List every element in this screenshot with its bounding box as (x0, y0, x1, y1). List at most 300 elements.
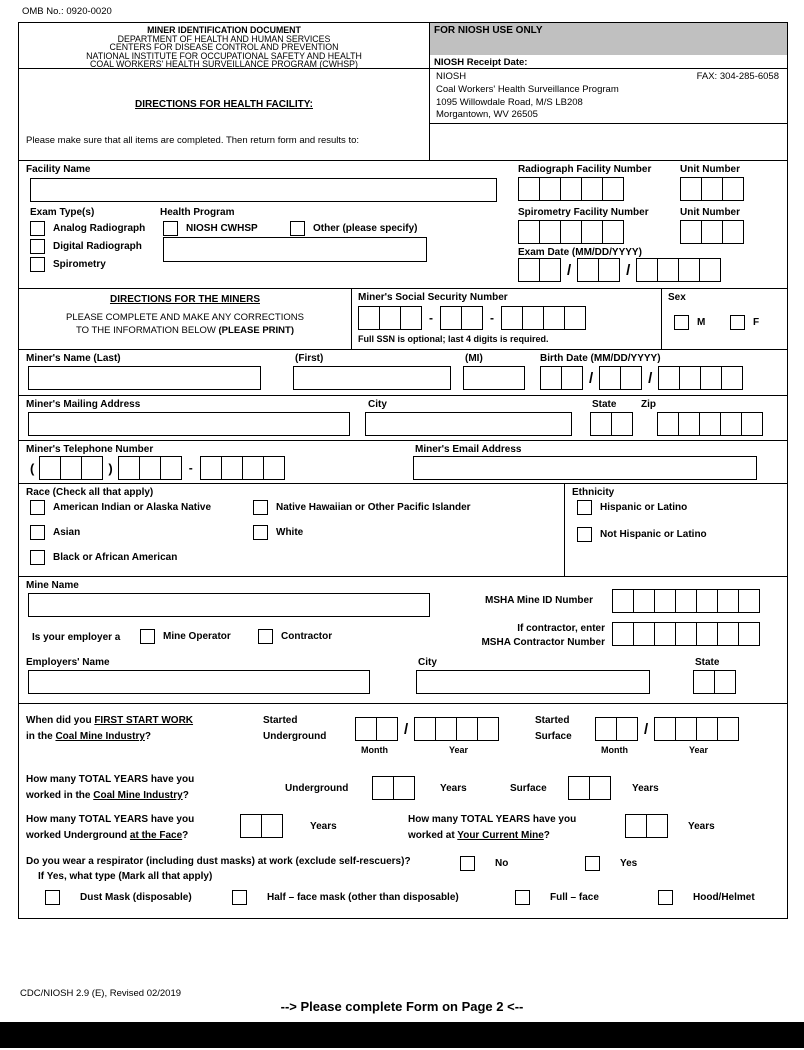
entry-box[interactable] (700, 366, 722, 390)
ssn-boxes (358, 306, 586, 330)
facility-name-label: Facility Name (26, 164, 91, 175)
exam-date-boxes (518, 258, 721, 282)
birth-day-boxes (599, 366, 642, 390)
native-hawaiian-checkbox[interactable] (253, 500, 268, 515)
entry-box[interactable] (675, 717, 697, 741)
directions-facility-section (19, 69, 787, 161)
phone-row (19, 441, 787, 484)
entry-box[interactable] (696, 717, 718, 741)
sex-male-option (674, 315, 705, 330)
mine-section (19, 577, 787, 704)
male-checkbox[interactable] (674, 315, 689, 330)
if-contractor-line2: MSHA Contractor Number (481, 637, 605, 648)
full-face-mask-label: Full – face (550, 892, 599, 903)
entry-box[interactable] (440, 306, 462, 330)
entry-box[interactable] (376, 717, 398, 741)
white-label: White (276, 527, 304, 538)
half-face-mask-checkbox[interactable] (232, 890, 247, 905)
mask-hood-helmet-option (658, 890, 755, 905)
entry-box[interactable] (717, 622, 739, 646)
exam-date-label: Exam Date (MM/DD/YYYY) (518, 247, 642, 258)
entry-box[interactable] (589, 776, 611, 800)
mine-name-input[interactable] (28, 593, 430, 617)
employer-mine-operator-option (140, 629, 231, 644)
agency-title-block (19, 23, 430, 68)
exam-type-analog (30, 221, 145, 236)
entry-box[interactable] (633, 589, 655, 613)
miners-directions-line1: PLEASE COMPLETE AND MAKE ANY CORRECTIONS (66, 312, 304, 323)
last-name-input[interactable] (28, 366, 261, 390)
miners-directions-cell (19, 289, 352, 349)
entry-box[interactable] (560, 220, 582, 244)
entry-box[interactable] (612, 589, 634, 613)
entry-box[interactable] (118, 456, 140, 480)
entry-box[interactable] (518, 220, 540, 244)
male-label: M (697, 317, 706, 328)
mine-operator-label: Mine Operator (163, 631, 231, 642)
miners-directions-line2: TO THE INFORMATION BELOW (PLEASE PRINT) (76, 325, 294, 336)
form-title: MINER IDENTIFICATION DOCUMENT (147, 25, 301, 35)
entry-box[interactable] (717, 589, 739, 613)
miner-identification-form (18, 22, 788, 919)
unit-number-label-1: Unit Number (680, 164, 740, 175)
dash-separator: - (490, 311, 494, 325)
entry-box[interactable] (599, 366, 621, 390)
entry-box[interactable] (414, 717, 436, 741)
respirator-question: Do you wear a respirator (including dust masks) at work (exclude self-rescuers)? (26, 856, 411, 867)
address-box-divider (430, 123, 787, 124)
entry-box[interactable] (461, 306, 483, 330)
entry-box[interactable] (543, 306, 565, 330)
close-paren: ) (108, 460, 113, 476)
dust-mask-checkbox[interactable] (45, 890, 60, 905)
face-years-question-line2: worked Underground at the Face? (26, 830, 189, 841)
miners-directions-title: DIRECTIONS FOR THE MINERS (109, 294, 260, 305)
race-asian-option (30, 525, 80, 540)
exam-date-year-boxes (636, 258, 721, 282)
birth-month-boxes (540, 366, 583, 390)
slash-separator: / (626, 261, 631, 279)
footer-revision: CDC/NIOSH 2.9 (E), Revised 02/2019 (20, 988, 182, 999)
ethnicity-not-hispanic-option (577, 527, 707, 542)
entry-box[interactable] (741, 412, 763, 436)
unit-number-label-2: Unit Number (680, 207, 740, 218)
race-white-option (253, 525, 303, 540)
other-specify-input[interactable] (163, 237, 427, 262)
respirator-no-checkbox[interactable] (460, 856, 475, 871)
slash-separator: / (648, 369, 653, 387)
city-input[interactable] (365, 412, 572, 436)
facility-section (19, 161, 787, 289)
entry-box[interactable] (679, 366, 701, 390)
phone-prefix-boxes (118, 456, 182, 480)
spirometry-facility-number-boxes (518, 220, 624, 244)
entry-box[interactable] (654, 589, 676, 613)
entry-box[interactable] (568, 776, 590, 800)
entry-box[interactable] (696, 622, 718, 646)
entry-box[interactable] (612, 622, 634, 646)
address-line2: Morgantown, WV 26505 (436, 109, 538, 121)
radiograph-facility-number-label: Radiograph Facility Number (518, 164, 652, 175)
respirator-yes-option (585, 856, 637, 871)
msha-contractor-number-boxes (612, 622, 760, 646)
years-label-2: Years (632, 783, 659, 794)
face-years-question-line1: How many TOTAL YEARS have you (26, 814, 195, 825)
niosh-use-only-label: FOR NIOSH USE ONLY (434, 25, 543, 36)
zip-boxes (657, 412, 763, 436)
hood-helmet-label: Hood/Helmet (693, 892, 755, 903)
race-cell (19, 484, 565, 576)
slash-separator: / (567, 261, 572, 279)
female-checkbox[interactable] (730, 315, 745, 330)
birth-date-label: Birth Date (MM/DD/YYYY) (540, 353, 661, 364)
health-program-label: Health Program (160, 207, 235, 218)
entry-box[interactable] (611, 412, 633, 436)
full-face-mask-checkbox[interactable] (515, 890, 530, 905)
health-program-other (290, 221, 417, 236)
ssn-note: Full SSN is optional; last 4 digits is required. (358, 334, 549, 344)
dust-mask-label: Dust Mask (disposable) (80, 892, 192, 903)
ssn-serial-boxes (501, 306, 586, 330)
female-label: F (753, 317, 760, 328)
entry-box[interactable] (400, 306, 422, 330)
ethnicity-label: Ethnicity (572, 487, 615, 498)
entry-box[interactable] (646, 814, 668, 838)
entry-box[interactable] (358, 306, 380, 330)
mask-full-face-option (515, 890, 599, 905)
entry-box[interactable] (540, 366, 562, 390)
zip-label: Zip (641, 399, 656, 410)
radiograph-facility-number-boxes (518, 177, 624, 201)
native-hawaiian-label: Native Hawaiian or Other Pacific Islander (276, 502, 471, 513)
entry-box[interactable] (560, 177, 582, 201)
city-label: City (368, 399, 387, 410)
hispanic-checkbox[interactable] (577, 500, 592, 515)
entry-box[interactable] (564, 306, 586, 330)
birth-year-boxes (658, 366, 743, 390)
exam-type-spirometry (30, 257, 106, 272)
entry-box[interactable] (602, 220, 624, 244)
entry-box[interactable] (680, 177, 702, 201)
year-label-1: Year (449, 745, 469, 755)
sex-female-option (730, 315, 759, 330)
state-label: State (592, 399, 617, 410)
started-underground-date-boxes (355, 717, 499, 741)
entry-box[interactable] (539, 177, 561, 201)
entry-box[interactable] (81, 456, 103, 480)
race-native-hawaiian-option (253, 500, 471, 515)
analog-radiograph-label: Analog Radiograph (53, 223, 146, 234)
started-surface-month-boxes (595, 717, 638, 741)
niosh-cwhsp-label: NIOSH CWHSP (186, 223, 258, 234)
entry-box[interactable] (372, 776, 394, 800)
contractor-checkbox[interactable] (258, 629, 273, 644)
niosh-use-cell (430, 23, 787, 68)
entry-box[interactable] (263, 456, 285, 480)
entry-box[interactable] (654, 622, 676, 646)
spirometry-facility-number-label: Spirometry Facility Number (518, 207, 649, 218)
entry-box[interactable] (722, 177, 744, 201)
employers-name-input[interactable] (28, 670, 370, 694)
entry-box[interactable] (654, 717, 676, 741)
entry-box[interactable] (539, 258, 561, 282)
other-program-label: Other (please specify) (313, 223, 418, 234)
work-history-section (19, 704, 787, 918)
header-section (19, 23, 787, 69)
other-program-checkbox[interactable] (290, 221, 305, 236)
entry-box[interactable] (696, 589, 718, 613)
entry-box[interactable] (539, 220, 561, 244)
niosh-org: NIOSH (436, 71, 467, 82)
race-american-indian-option (30, 500, 211, 515)
program-name: Coal Workers' Health Surveillance Program (436, 83, 619, 95)
black-african-american-checkbox[interactable] (30, 550, 45, 565)
american-indian-checkbox[interactable] (30, 500, 45, 515)
middle-initial-label: (MI) (465, 353, 483, 364)
entry-box[interactable] (717, 717, 739, 741)
miners-directions-section (19, 289, 787, 350)
entry-box[interactable] (720, 412, 742, 436)
black-african-american-label: Black or African American (53, 552, 178, 563)
entry-box[interactable] (393, 776, 415, 800)
entry-box[interactable] (501, 306, 523, 330)
entry-box[interactable] (518, 177, 540, 201)
employers-name-label: Employers' Name (26, 657, 110, 668)
year-label-2: Year (689, 745, 709, 755)
ethnicity-cell (565, 484, 787, 576)
entry-box[interactable] (678, 258, 700, 282)
respirator-no-option (460, 856, 508, 871)
analog-radiograph-checkbox[interactable] (30, 221, 45, 236)
spirometry-unit-number-boxes (680, 220, 744, 244)
current-mine-years-boxes (625, 814, 668, 838)
niosh-use-only-box (430, 23, 787, 55)
entry-box[interactable] (699, 412, 721, 436)
respirator-yes-checkbox[interactable] (585, 856, 600, 871)
asian-checkbox[interactable] (30, 525, 45, 540)
facility-name-input[interactable] (30, 178, 497, 202)
entry-box[interactable] (633, 622, 655, 646)
first-start-work-question-line1: When did you FIRST START WORK (26, 715, 194, 726)
exam-date-day-boxes (577, 258, 620, 282)
agency-line-1: DEPARTMENT OF HEALTH AND HUMAN SERVICES (117, 33, 331, 44)
directions-facility-title: DIRECTIONS FOR HEALTH FACILITY: (135, 99, 313, 110)
entry-box[interactable] (595, 717, 617, 741)
mailing-address-input[interactable] (28, 412, 350, 436)
respirator-yes-label: Yes (620, 858, 638, 869)
current-mine-question-line2: worked at Your Current Mine? (408, 830, 550, 841)
surface-label: Surface (510, 783, 547, 794)
entry-box[interactable] (221, 456, 243, 480)
mine-name-label: Mine Name (26, 580, 79, 591)
telephone-boxes (25, 456, 285, 480)
american-indian-label: American Indian or Alaska Native (53, 502, 212, 513)
name-row (19, 350, 787, 396)
entry-box[interactable] (675, 622, 697, 646)
entry-box[interactable] (379, 306, 401, 330)
employer-city-label: City (418, 657, 437, 668)
open-paren: ( (30, 460, 35, 476)
entry-box[interactable] (680, 220, 702, 244)
phone-area-boxes (39, 456, 103, 480)
hispanic-label: Hispanic or Latino (600, 502, 688, 513)
entry-box[interactable] (693, 670, 715, 694)
started-surface-label-line1: Started (535, 715, 570, 726)
if-contractor-label (467, 622, 605, 650)
radiograph-unit-number-boxes (680, 177, 744, 201)
entry-box[interactable] (456, 717, 478, 741)
entry-box[interactable] (160, 456, 182, 480)
slash-separator: / (589, 369, 594, 387)
if-contractor-line1: If contractor, enter (517, 623, 605, 634)
race-label: Race (Check all that apply) (26, 487, 154, 498)
employer-city-input[interactable] (416, 670, 650, 694)
entry-box[interactable] (738, 589, 760, 613)
mask-half-face-option (232, 890, 459, 905)
fax-number: FAX: 304-285-6058 (696, 71, 779, 82)
entry-box[interactable] (701, 220, 723, 244)
birth-date-boxes (540, 366, 743, 390)
entry-box[interactable] (477, 717, 499, 741)
entry-box[interactable] (435, 717, 457, 741)
total-years-question-line2: worked in the Coal Mine Industry? (26, 790, 189, 801)
hood-helmet-checkbox[interactable] (658, 890, 673, 905)
address-row (19, 396, 787, 441)
not-hispanic-label: Not Hispanic or Latino (600, 529, 707, 540)
slash-separator: / (404, 720, 409, 738)
white-checkbox[interactable] (253, 525, 268, 540)
telephone-label: Miner's Telephone Number (26, 444, 154, 455)
entry-box[interactable] (658, 366, 680, 390)
email-label: Miner's Email Address (415, 444, 522, 455)
entry-box[interactable] (657, 412, 679, 436)
entry-box[interactable] (616, 717, 638, 741)
bottom-bar (0, 1022, 804, 1048)
entry-box[interactable] (738, 622, 760, 646)
ssn-label: Miner's Social Security Number (358, 292, 508, 303)
msha-mine-id-boxes (612, 589, 760, 613)
asian-label: Asian (53, 527, 81, 538)
first-name-input[interactable] (293, 366, 451, 390)
entry-box[interactable] (518, 258, 540, 282)
entry-box[interactable] (522, 306, 544, 330)
years-label-4: Years (688, 821, 715, 832)
entry-box[interactable] (581, 220, 603, 244)
slash-separator: / (644, 720, 649, 738)
entry-box[interactable] (675, 589, 697, 613)
digital-radiograph-checkbox[interactable] (30, 239, 45, 254)
entry-box[interactable] (261, 814, 283, 838)
spirometry-checkbox[interactable] (30, 257, 45, 272)
mine-operator-checkbox[interactable] (140, 629, 155, 644)
entry-box[interactable] (598, 258, 620, 282)
niosh-cwhsp-checkbox[interactable] (163, 221, 178, 236)
ethnicity-hispanic-option (577, 500, 687, 515)
entry-box[interactable] (722, 220, 744, 244)
entry-box[interactable] (39, 456, 61, 480)
employer-state-label: State (695, 657, 720, 668)
entry-box[interactable] (636, 258, 658, 282)
entry-box[interactable] (240, 814, 262, 838)
niosh-address-block (430, 69, 787, 160)
not-hispanic-checkbox[interactable] (577, 527, 592, 542)
respirator-sub-question: If Yes, what type (Mark all that apply) (38, 871, 213, 882)
started-underground-label-line1: Started (263, 715, 298, 726)
state-boxes (590, 412, 633, 436)
sex-cell (662, 289, 787, 349)
entry-box[interactable] (699, 258, 721, 282)
month-label-2: Month (601, 745, 628, 755)
started-underground-year-boxes (414, 717, 499, 741)
agency-line-2: CENTERS FOR DISEASE CONTROL AND PREVENTION (109, 42, 339, 53)
contractor-label: Contractor (281, 631, 333, 642)
entry-box[interactable] (602, 177, 624, 201)
exam-types-label: Exam Type(s) (30, 207, 95, 218)
half-face-mask-label: Half – face mask (other than disposable) (267, 892, 459, 903)
entry-box[interactable] (714, 670, 736, 694)
entry-box[interactable] (581, 177, 603, 201)
entry-box[interactable] (355, 717, 377, 741)
started-surface-date-boxes (595, 717, 739, 741)
address-line1: 1095 Willowdale Road, M/S LB208 (436, 96, 583, 108)
middle-initial-input[interactable] (463, 366, 525, 390)
started-underground-month-boxes (355, 717, 398, 741)
dash-separator: - (188, 461, 193, 475)
first-name-label: (First) (295, 353, 324, 364)
mailing-address-label: Miner's Mailing Address (26, 399, 141, 410)
respirator-no-label: No (495, 858, 509, 869)
msha-mine-id-label: MSHA Mine ID Number (485, 595, 593, 606)
years-label-1: Years (440, 783, 467, 794)
employer-state-boxes (693, 670, 736, 694)
spirometry-label: Spirometry (53, 259, 106, 270)
entry-box[interactable] (678, 412, 700, 436)
current-mine-question-line1: How many TOTAL YEARS have you (408, 814, 577, 825)
email-input[interactable] (413, 456, 757, 480)
entry-box[interactable] (701, 177, 723, 201)
last-name-label: Miner's Name (Last) (26, 353, 121, 364)
agency-line-4: COAL WORKERS' HEALTH SURVEILLANCE PROGRAM (CWHSP) (90, 59, 358, 70)
race-black-option (30, 550, 177, 565)
phone-line-boxes (200, 456, 285, 480)
face-years-boxes (240, 814, 283, 838)
entry-box[interactable] (625, 814, 647, 838)
entry-box[interactable] (721, 366, 743, 390)
ssn-group-boxes (440, 306, 483, 330)
entry-box[interactable] (200, 456, 222, 480)
started-surface-year-boxes (654, 717, 739, 741)
started-underground-label-line2: Underground (263, 731, 327, 742)
entry-box[interactable] (60, 456, 82, 480)
mask-dust-option (45, 890, 192, 905)
entry-box[interactable] (561, 366, 583, 390)
entry-box[interactable] (657, 258, 679, 282)
entry-box[interactable] (242, 456, 264, 480)
surface-years-boxes (568, 776, 611, 800)
facility-instruction: Please make sure that all items are completed. Then return form and results to: (26, 135, 360, 146)
entry-box[interactable] (577, 258, 599, 282)
receipt-date-label: NIOSH Receipt Date: (434, 57, 528, 68)
entry-box[interactable] (590, 412, 612, 436)
underground-years-boxes (372, 776, 415, 800)
race-section (19, 484, 787, 577)
employer-type-label: Is your employer a (32, 632, 121, 643)
entry-box[interactable] (139, 456, 161, 480)
underground-label: Underground (285, 783, 349, 794)
omb-number: OMB No.: 0920-0020 (22, 6, 112, 17)
entry-box[interactable] (620, 366, 642, 390)
health-program-niosh-cwhsp (163, 221, 258, 236)
